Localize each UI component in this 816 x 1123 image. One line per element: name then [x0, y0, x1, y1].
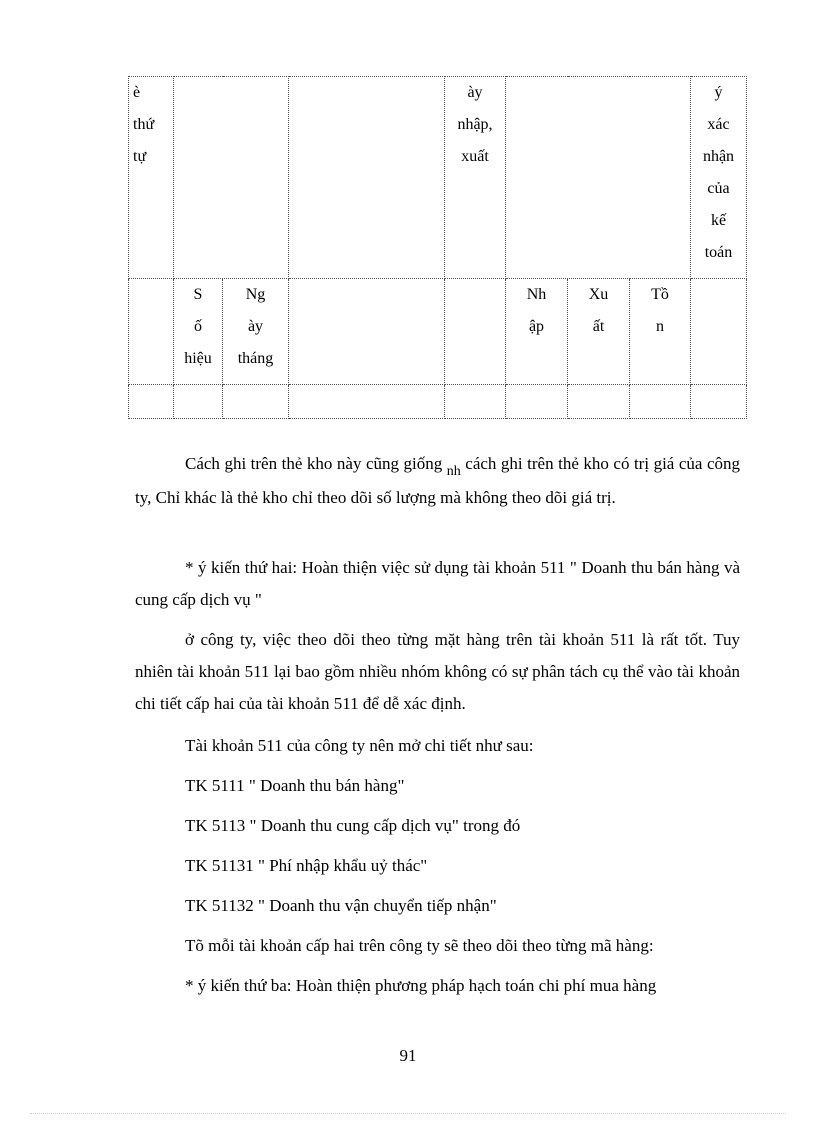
text-line: Tài khoản 511 của công ty nên mở chi tiết như sau:: [185, 736, 534, 755]
col-header-order: è thứ tự: [129, 77, 174, 279]
table-cell: [691, 385, 747, 419]
table-cell: [289, 279, 445, 385]
col-header-balance: Tồ n: [630, 279, 691, 385]
col-header-doc-number: S ố hiệu: [174, 279, 223, 385]
page-number: 91: [399, 1046, 417, 1065]
text-line: TK 5113 " Doanh thu cung cấp dịch vụ" trong đó: [185, 816, 521, 835]
table-cell: [630, 385, 691, 419]
table-cell: [445, 385, 506, 419]
table-cell: [506, 385, 568, 419]
table-cell: [129, 279, 174, 385]
table-cell: [445, 279, 506, 385]
table-cell: [129, 385, 174, 419]
table-empty-row: [129, 385, 747, 419]
col-header-description: [289, 77, 445, 279]
text-line: TK 51132 " Doanh thu vận chuyển tiếp nhận": [185, 896, 497, 915]
col-header-out: Xu ất: [568, 279, 630, 385]
col-header-doc-date: Ng ày tháng: [223, 279, 289, 385]
table-cell: [691, 279, 747, 385]
text-line: * ý kiến thứ ba: Hoàn thiện phương pháp hạch toán chi phí mua hàng: [185, 976, 657, 995]
table-cell: [223, 385, 289, 419]
col-header-date: ày nhập, xuất: [445, 77, 506, 279]
table-cell: [289, 385, 445, 419]
table-cell: [174, 385, 223, 419]
text-line: TK 51131 " Phí nhập khẩu uỷ thác": [185, 856, 428, 875]
col-header-quantity: [506, 77, 691, 279]
paragraph-inventory-card: Cách ghi trên thẻ kho này cũng giống $_{nh}$ cách ghi trên thẻ kho có trị giá của công ty, Chỉ khác là thẻ kho chỉ theo dõi số lượng mà không theo dõi giá trị.: [135, 454, 740, 507]
table-subheader-row: [129, 279, 747, 385]
text-line: Tõ mỗi tài khoản cấp hai trên công ty sẽ theo dõi theo từng mã hàng:: [185, 936, 654, 955]
col-header-in: Nh ập: [506, 279, 568, 385]
paragraph-account-511: ở công ty, việc theo dõi theo từng mặt hàng trên tài khoản 511 là rất tốt. Tuy nhiên tài khoản 511 lại bao gồm nhiều nhóm không có sự phân tách cụ thể vào tài khoản chi tiết cấp hai của tài khoản 511 để dễ xác định.: [135, 630, 740, 713]
table-header-row: [129, 77, 747, 279]
col-header-document: [174, 77, 289, 279]
text-line: TK 5111 " Doanh thu bán hàng": [185, 776, 405, 795]
page-bottom-rule: [30, 1113, 786, 1114]
paragraph-opinion-two: * ý kiến thứ hai: Hoàn thiện việc sử dụng tài khoản 511 " Doanh thu bán hàng và cung cấp dịch vụ ": [135, 558, 740, 609]
inventory-card-table: [128, 76, 747, 419]
col-header-confirmation: ý xác nhận của kế toán: [691, 77, 747, 279]
table-cell: [568, 385, 630, 419]
